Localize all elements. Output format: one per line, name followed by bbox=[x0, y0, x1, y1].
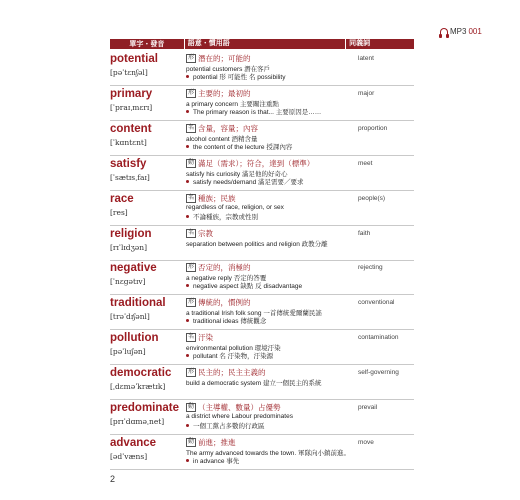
part-of-speech-badge: 形 bbox=[188, 369, 195, 376]
example-2-text: negative aspect 缺點 反 disadvantage bbox=[193, 283, 303, 291]
entry-example: a negative reply 否定的答覆 bbox=[186, 275, 267, 283]
part-of-speech-badge: 形 bbox=[188, 89, 195, 96]
part-of-speech-badge: 名 bbox=[188, 124, 195, 131]
entry-definition bbox=[186, 367, 266, 378]
entry-definition bbox=[186, 332, 213, 343]
definition-text: 潛在的；可能的 bbox=[198, 54, 251, 63]
entry-definition bbox=[186, 262, 251, 273]
bullet-icon bbox=[186, 75, 189, 78]
table-row bbox=[110, 226, 414, 260]
entry-example: environmental pollution 環境汙染 bbox=[186, 345, 281, 353]
entry-example-2 bbox=[186, 421, 265, 430]
definition-text: 種族；民族 bbox=[198, 193, 236, 203]
entry-pronunciation: [trəˈdɪʃənl] bbox=[110, 312, 150, 322]
header-word-pron: 單字・發音 bbox=[129, 41, 165, 48]
entry-pronunciation: [ˈnɛgətɪv] bbox=[110, 277, 146, 287]
entry-example-2 bbox=[186, 456, 239, 465]
entry-example-2 bbox=[186, 316, 266, 325]
entry-word: primary bbox=[110, 87, 153, 100]
entry-word: predominate bbox=[110, 402, 180, 414]
example-2-text: 不論種族，宗教或性別 bbox=[193, 213, 258, 221]
entry-synonym: move bbox=[358, 438, 374, 446]
bullet-icon bbox=[186, 459, 189, 462]
definition-text: 前進；推進 bbox=[198, 437, 236, 447]
table-row bbox=[110, 435, 414, 469]
example-2-text: 一個工黨占多數的行政區 bbox=[193, 423, 265, 430]
definition-text: 民主的；民主主義的 bbox=[198, 368, 266, 378]
entry-synonym: people(s) bbox=[358, 194, 386, 202]
part-of-speech-badge: 名 bbox=[188, 334, 195, 341]
entry-synonym: rejecting bbox=[358, 264, 383, 272]
entry-example-2 bbox=[186, 107, 321, 116]
row-divider bbox=[110, 469, 414, 470]
example-2-text: potential 形 可能性 名 possibility bbox=[193, 74, 286, 81]
entry-word: democratic bbox=[110, 367, 172, 380]
bullet-icon bbox=[186, 319, 189, 322]
entry-pronunciation: [ˈkɑntɛnt] bbox=[110, 137, 147, 147]
entry-pronunciation: [ˈpraɪˌmɛrɪ] bbox=[110, 102, 153, 112]
entry-synonym: proportion bbox=[358, 124, 388, 132]
part-of-speech-badge: 名 bbox=[188, 194, 195, 201]
table-row bbox=[110, 400, 414, 434]
entry-word: content bbox=[110, 122, 152, 135]
entry-synonym: prevail bbox=[358, 404, 378, 411]
part-of-speech-badge: 形 bbox=[188, 299, 195, 306]
entry-example-2 bbox=[186, 351, 273, 360]
example-2-text: satisfy needs/demand 滿足需要／要求 bbox=[193, 178, 304, 186]
entry-pronunciation: [rɪˈlɪdʒən] bbox=[110, 242, 147, 252]
entry-synonym: contamination bbox=[358, 334, 399, 342]
bullet-icon bbox=[186, 215, 189, 218]
definition-text: 汙染 bbox=[198, 333, 214, 343]
definition-text: 傳統的，慣例的 bbox=[198, 298, 251, 308]
entry-definition bbox=[186, 193, 236, 204]
entry-example-2 bbox=[186, 212, 258, 221]
mp3-track-label bbox=[440, 27, 482, 36]
table-row bbox=[110, 260, 414, 294]
definition-text: 宗教 bbox=[198, 228, 214, 238]
entry-definition bbox=[186, 88, 251, 99]
bullet-icon bbox=[186, 180, 189, 183]
entry-pronunciation: [res] bbox=[110, 207, 128, 217]
example-2-text: the content of the lecture 授課內容 bbox=[193, 143, 293, 151]
entry-definition bbox=[186, 123, 258, 134]
entry-example-2 bbox=[186, 281, 302, 290]
header-synonym: 同義詞 bbox=[345, 39, 414, 49]
table-row bbox=[110, 365, 414, 399]
entry-word: race bbox=[110, 192, 134, 205]
entry-example: potential customers 潛在客戶 bbox=[186, 66, 271, 73]
entry-synonym: major bbox=[358, 89, 375, 97]
bullet-icon bbox=[186, 354, 189, 357]
table-row bbox=[110, 51, 414, 85]
entry-definition bbox=[186, 158, 314, 169]
entry-word: potential bbox=[110, 53, 158, 65]
example-2-text: pollutant 名 汙染物，汙染源 bbox=[193, 353, 274, 361]
mp3-label: MP3 bbox=[450, 27, 467, 36]
entry-example: a district where Labour predominates bbox=[186, 413, 293, 420]
entry-synonym: conventional bbox=[358, 299, 395, 307]
table-row bbox=[110, 86, 414, 120]
entry-word: traditional bbox=[110, 297, 166, 310]
entry-synonym: meet bbox=[358, 159, 373, 167]
entry-definition bbox=[186, 297, 251, 308]
table-row bbox=[110, 330, 414, 364]
entry-example: alcohol content 酒精含量 bbox=[186, 135, 258, 143]
entry-pronunciation: [ədˈvæns] bbox=[110, 451, 148, 461]
definition-text: 主要的；最初的 bbox=[198, 88, 251, 98]
entry-word: negative bbox=[110, 262, 157, 275]
entry-pronunciation: [pəˈluʃən] bbox=[110, 347, 146, 357]
part-of-speech-badge: 形 bbox=[188, 55, 195, 61]
entry-word: satisfy bbox=[110, 157, 147, 170]
entry-example: a primary concern 主要關注重點 bbox=[186, 100, 279, 108]
entry-pronunciation: [ˈsætɪsˌfaɪ] bbox=[110, 172, 150, 182]
entry-example-2 bbox=[186, 72, 285, 81]
part-of-speech-badge: 動 bbox=[188, 159, 195, 166]
entry-example-2 bbox=[186, 177, 304, 186]
entry-pronunciation: [ˌdɛməˈkrætɪk] bbox=[110, 382, 166, 392]
entry-example: The army advanced towards the town. 軍隊向小鎮前進。 bbox=[186, 449, 351, 457]
entry-synonym: self-governing bbox=[358, 369, 399, 377]
part-of-speech-badge: 形 bbox=[188, 264, 195, 271]
entry-word: pollution bbox=[110, 332, 159, 345]
entry-definition bbox=[186, 437, 236, 448]
entry-example: regardless of race, religion, or sex bbox=[186, 203, 284, 211]
entry-word: religion bbox=[110, 227, 152, 240]
part-of-speech-badge: 動 bbox=[188, 404, 195, 410]
bullet-icon bbox=[186, 145, 189, 148]
page-number: 2 bbox=[110, 474, 116, 484]
mp3-track: 001 bbox=[468, 27, 482, 36]
table-row bbox=[110, 295, 414, 329]
example-2-text: The primary reason is that... 主要原因是…… bbox=[193, 108, 322, 116]
example-2-text: traditional ideas 傳統觀念 bbox=[193, 318, 267, 326]
entry-example: separation between politics and religion 政教分離 bbox=[186, 240, 328, 248]
entry-example: a traditional Irish folk song 一首傳統愛爾蘭民謠 bbox=[186, 310, 322, 318]
definition-text: 含量，容量；內容 bbox=[198, 123, 259, 133]
table-header bbox=[110, 39, 414, 49]
header-phrase: 語意・慣用語 bbox=[184, 39, 345, 49]
table-row bbox=[110, 191, 414, 225]
example-2-text: in advance 事先 bbox=[193, 457, 240, 465]
entry-pronunciation: [prɪˈdɑməˌnet] bbox=[110, 417, 165, 426]
entry-definition bbox=[186, 53, 251, 64]
entry-definition bbox=[186, 402, 281, 413]
entry-synonym: faith bbox=[358, 229, 371, 237]
entry-example: build a democratic system 建立一個民主的系統 bbox=[186, 380, 322, 388]
definition-text: （主導權、數量）占優勢 bbox=[198, 403, 281, 412]
definition-text: 滿足（需求）；符合，達到（標準） bbox=[198, 158, 315, 168]
definition-text: 否定的，消極的 bbox=[198, 263, 251, 273]
table-row bbox=[110, 156, 414, 190]
bullet-icon bbox=[186, 424, 189, 427]
headphones-icon bbox=[440, 28, 448, 35]
entry-word: advance bbox=[110, 436, 157, 449]
bullet-icon bbox=[186, 284, 189, 287]
bullet-icon bbox=[186, 110, 189, 113]
part-of-speech-badge: 名 bbox=[188, 229, 195, 236]
entry-pronunciation: [pəˈtɛnʃəl] bbox=[110, 68, 148, 77]
part-of-speech-badge: 動 bbox=[188, 438, 195, 445]
table-row bbox=[110, 121, 414, 155]
entry-definition bbox=[186, 228, 213, 239]
entry-example: satisfy his curiosity 滿足他的好奇心 bbox=[186, 170, 288, 178]
entry-synonym: latent bbox=[358, 55, 374, 62]
entry-example-2 bbox=[186, 142, 292, 151]
